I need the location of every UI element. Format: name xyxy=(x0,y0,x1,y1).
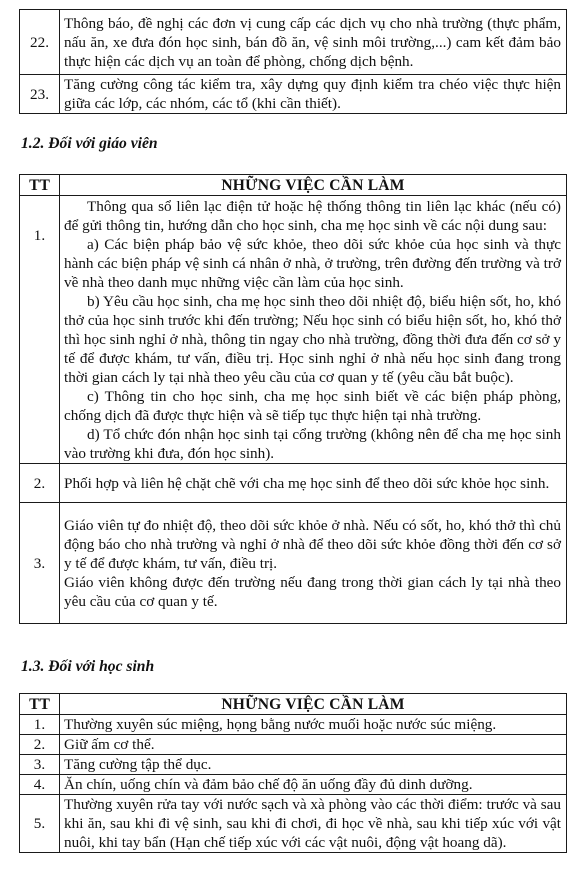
table-row xyxy=(20,196,567,464)
table-row xyxy=(20,755,567,775)
row-number: 1. xyxy=(20,715,60,735)
row-number: 3. xyxy=(20,755,60,775)
table-row xyxy=(20,10,567,75)
teachers-table xyxy=(19,174,567,624)
row-number xyxy=(20,196,60,464)
row-content: Thường xuyên súc miệng, họng bằng nước muối hoặc nước súc miệng. xyxy=(60,715,567,735)
table-row xyxy=(20,503,567,624)
paragraph-d: d) Tổ chức đón nhận học sinh tại cổng trường (không nên để cha mẹ học sinh vào trường khi đưa, đón học sinh). xyxy=(64,426,561,462)
paragraph-c: c) Thông tin cho học sinh, cha mẹ học sinh biết về các biện pháp phòng, chống dịch đã được thực hiện và sẽ tiếp tục thực hiện tại nhà trường. xyxy=(64,388,561,424)
row-number-text: 1. xyxy=(33,227,46,244)
row-content: Tăng cường tập thể dục. xyxy=(60,755,567,775)
row-content xyxy=(60,196,567,464)
table-header-row xyxy=(20,694,567,715)
table-row xyxy=(20,775,567,795)
top-table xyxy=(19,9,567,114)
paragraph-a: a) Các biện pháp bảo vệ sức khỏe, theo dõi sức khỏe của học sinh và thực hành các biện pháp vệ sinh cá nhân ở nhà, ở trường, trên đường đến trường và trở về nhà theo danh mục những việc cần làm của học sinh. xyxy=(64,236,561,291)
students-table xyxy=(19,693,567,853)
row-number: 23. xyxy=(20,75,60,114)
table-row xyxy=(20,75,567,114)
paragraph-b: b) Yêu cầu học sinh, cha mẹ học sinh theo dõi nhiệt độ, biểu hiện sốt, ho, khó thở của học sinh trước khi đến trường; Nếu học sinh có biểu hiện sốt, ho, khó thở thì học sinh nghỉ ở nhà, thông tin ngay cho nhà trường, đồng thời đưa đến cơ sở y tế để được khám, tư vấn, điều trị. Học sinh nghỉ ở nhà nếu học sinh đang trong thời gian cách ly tại nhà theo yêu cầu của cơ quan y tế (yêu cầu bắt buộc). xyxy=(64,293,561,386)
paragraph-2: Giáo viên không được đến trường nếu đang trong thời gian cách ly tại nhà theo yêu cầu của cơ quan y tế. xyxy=(64,573,561,610)
row-number: 2. xyxy=(20,735,60,755)
row-number: 3. xyxy=(20,503,60,624)
row-content: Thường xuyên rửa tay với nước sạch và xà phòng vào các thời điểm: trước và sau khi ăn, sau khi đi vệ sinh, sau khi đi chơi, đi học về nhà, sau khi tiếp xúc với vật nuôi, khi tay bẩn (Hạn chế tiếp xúc với các vật nuôi, động vật hoang dã). xyxy=(60,795,567,853)
header-tt: TT xyxy=(20,175,60,196)
header-content: NHỮNG VIỆC CẦN LÀM xyxy=(60,694,567,715)
table-row xyxy=(20,735,567,755)
row-number: 2. xyxy=(20,464,60,503)
section-heading-students: 1.3. Đối với học sinh xyxy=(21,658,155,675)
paragraph-1: Giáo viên tự đo nhiệt độ, theo dõi sức khỏe ở nhà. Nếu có sốt, ho, khó thở thì chủ động báo cho nhà trường và nghỉ ở nhà để theo dõi sức khỏe đồng thời đến cơ sở y tế để được khám, tư vấn, điều trị. xyxy=(64,516,561,572)
row-content xyxy=(60,503,567,624)
table-row xyxy=(20,715,567,735)
row-content: Thông báo, đề nghị các đơn vị cung cấp các dịch vụ cho nhà trường (thực phẩm, nấu ăn, xe đưa đón học sinh, bán đồ ăn, vệ sinh môi trường,...) cam kết đảm bảo thực hiện các dịch vụ an toàn để phòng, chống dịch bệnh. xyxy=(60,10,567,75)
row-number: 5. xyxy=(20,795,60,853)
row-content: Ăn chín, uống chín và đảm bảo chế độ ăn uống đầy đủ dinh dưỡng. xyxy=(60,775,567,795)
header-content: NHỮNG VIỆC CẦN LÀM xyxy=(60,175,567,196)
header-tt: TT xyxy=(20,694,60,715)
section-heading-teachers: 1.2. Đối với giáo viên xyxy=(21,135,158,152)
row-content: Tăng cường công tác kiểm tra, xây dựng quy định kiểm tra chéo việc thực hiện giữa các lớp, các nhóm, các tổ (khi cần thiết). xyxy=(60,75,567,114)
paragraph-intro: Thông qua sổ liên lạc điện tử hoặc hệ thống thông tin liên lạc khác (nếu có) để gửi thông tin, hướng dẫn cho học sinh, cha mẹ học sinh về các nội dung sau: xyxy=(64,198,561,234)
table-row xyxy=(20,464,567,503)
table-header-row xyxy=(20,175,567,196)
row-content: Giữ ấm cơ thể. xyxy=(60,735,567,755)
row-number: 22. xyxy=(20,10,60,75)
row-number: 4. xyxy=(20,775,60,795)
row-content: Phối hợp và liên hệ chặt chẽ với cha mẹ học sinh để theo dõi sức khỏe học sinh. xyxy=(60,464,567,503)
table-row xyxy=(20,795,567,853)
